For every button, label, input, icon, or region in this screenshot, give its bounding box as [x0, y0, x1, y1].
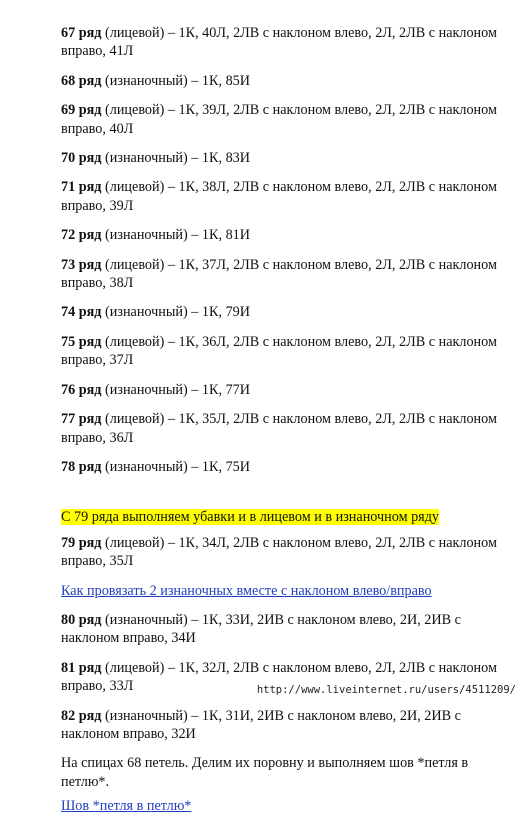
- row-text: (изнаночный) – 1К, 83И: [101, 150, 251, 167]
- row-text: (лицевой) – 1К, 32Л, 2ЛВ с наклоном влево, 2Л, 2ЛВ с наклоном вправо, 33Л: [61, 659, 497, 695]
- row-label: 72 ряд: [61, 227, 102, 244]
- row-text: (лицевой) – 1К, 34Л, 2ЛВ с наклоном влево, 2Л, 2ЛВ с наклоном вправо, 35Л: [61, 534, 497, 570]
- row-label: 79 ряд: [61, 534, 102, 551]
- row-label: 77 ряд: [61, 411, 102, 428]
- knitting-row: [61, 458, 501, 476]
- highlight-block: [61, 508, 501, 526]
- purl-decrease-link-block: [61, 582, 501, 600]
- row-label: 76 ряд: [61, 381, 102, 398]
- row-text: (изнаночный) – 1К, 81И: [101, 227, 251, 244]
- row-label: 69 ряд: [61, 102, 102, 119]
- document-page: [61, 24, 501, 816]
- row-label: 68 ряд: [61, 72, 102, 89]
- row-label: 74 ряд: [61, 304, 102, 321]
- row-text: (изнаночный) – 1К, 75И: [101, 458, 251, 475]
- rows-before-group: [61, 24, 501, 476]
- knitting-row: [61, 611, 501, 648]
- knitting-row: [61, 410, 501, 447]
- row-label: 75 ряд: [61, 333, 102, 350]
- knitting-row: [61, 101, 501, 138]
- row-label: 82 ряд: [61, 707, 102, 724]
- row-text: (лицевой) – 1К, 38Л, 2ЛВ с наклоном влево, 2Л, 2ЛВ с наклоном вправо, 39Л: [61, 179, 497, 214]
- row-text: (лицевой) – 1К, 40Л, 2ЛВ с наклоном влево, 2Л, 2ЛВ с наклоном вправо, 41Л: [61, 25, 497, 60]
- row-label: 71 ряд: [61, 179, 102, 196]
- knitting-row: [61, 149, 501, 167]
- row-79: [61, 534, 501, 571]
- row-text: (изнаночный) – 1К, 79И: [101, 304, 251, 321]
- knitting-row: [61, 226, 501, 244]
- row-label: 80 ряд: [61, 611, 102, 628]
- row-text: (лицевой) – 1К, 37Л, 2ЛВ с наклоном влево, 2Л, 2ЛВ с наклоном вправо, 38Л: [61, 256, 497, 292]
- row-label: 67 ряд: [61, 25, 102, 41]
- knitting-row: [61, 256, 501, 293]
- knitting-row: [61, 333, 501, 370]
- row-text: (изнаночный) – 1К, 33И, 2ИВ с наклоном влево, 2И, 2ИВ с наклоном вправо, 34И: [61, 611, 461, 647]
- knitting-row: [61, 178, 501, 215]
- knitting-row: [61, 24, 501, 61]
- row-text: (лицевой) – 1К, 39Л, 2ЛВ с наклоном влево, 2Л, 2ЛВ с наклоном вправо, 40Л: [61, 102, 497, 137]
- seam-link[interactable]: Шов *петля в петлю*: [61, 798, 192, 815]
- row-text: (лицевой) – 1К, 35Л, 2ЛВ с наклоном влево, 2Л, 2ЛВ с наклоном вправо, 36Л: [61, 411, 497, 446]
- knitting-row: [61, 707, 501, 744]
- purl-decrease-link[interactable]: Как провязать 2 изнаночных вместе с наклоном влево/вправо: [61, 582, 432, 599]
- knitting-row: [61, 303, 501, 321]
- rows-after-group: [61, 611, 501, 743]
- row-label: 78 ряд: [61, 458, 102, 475]
- row-text: (изнаночный) – 1К, 77И: [101, 381, 251, 398]
- row-label: 73 ряд: [61, 256, 102, 273]
- knitting-row: [61, 72, 501, 90]
- watermark-url: http://www.liveinternet.ru/users/4511209/: [256, 684, 516, 696]
- row-text: (изнаночный) – 1К, 31И, 2ИВ с наклоном влево, 2И, 2ИВ с наклоном вправо, 32И: [61, 707, 461, 742]
- row-label: 81 ряд: [61, 659, 102, 676]
- seam-link-block: [61, 797, 501, 815]
- closing-note: На спицах 68 петель. Делим их поровну и выполняем шов *петля в петлю*.: [61, 755, 469, 790]
- knitting-row: [61, 381, 501, 399]
- row-label: 70 ряд: [61, 150, 102, 167]
- row-text: (изнаночный) – 1К, 85И: [101, 72, 251, 89]
- highlighted-instruction: С 79 ряда выполняем убавки и в лицевом и в изнаночном ряду: [61, 509, 440, 526]
- row-text: (лицевой) – 1К, 36Л, 2ЛВ с наклоном влево, 2Л, 2ЛВ с наклоном вправо, 37Л: [61, 333, 497, 369]
